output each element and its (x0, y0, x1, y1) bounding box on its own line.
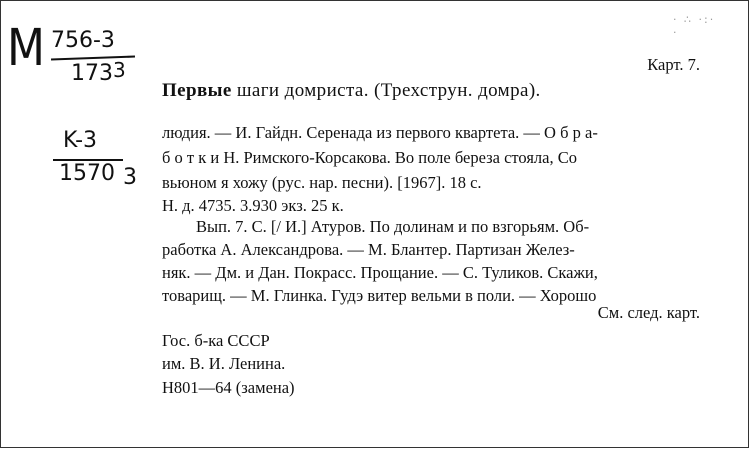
card-title-bold: Первые (162, 80, 232, 101)
body-line: вьюном я хожу (рус. нар. песни). [1967]. 18 с. (162, 173, 482, 192)
body-line: Вып. 7. С. [/ И.] Атуров. По долинам и по взгорьям. Об- (196, 217, 590, 236)
shelfmark-primary-top: 756-3 (51, 28, 115, 53)
card-title-rest: шаги домриста. (Трехструн. домра). (231, 80, 541, 101)
shelfmark-secondary-top: K-3 (63, 128, 98, 153)
shelfmark-secondary-superscript: 3 (123, 165, 137, 190)
library-line: Гос. б-ка СССР (162, 331, 270, 350)
shelfmark-primary-letter: M (7, 19, 45, 78)
body-line: работка А. Александрова. — М. Блантер. Партизан Желез- (162, 240, 575, 259)
see-next-card: См. след. карт. (597, 303, 700, 322)
shelfmark-primary-bottom: 173 (71, 61, 113, 86)
body-line: людия. — И. Гайдн. Серенада из первого квартета. — О б р а- (162, 123, 598, 142)
body-line: няк. — Дм. и Дан. Покрасс. Прощание. — С. Туликов. Скажи, (162, 263, 598, 282)
stamp-smudge: · ∴ ·:· · (673, 13, 716, 39)
card-title (162, 80, 541, 102)
shelfmark-secondary-bottom: 1570 (59, 161, 115, 186)
library-line: им. В. И. Ленина. (162, 354, 286, 373)
library-line: Н801—64 (замена) (162, 378, 295, 397)
body-line: Н. д. 4735. 3.930 экз. 25 к. (162, 196, 344, 215)
body-line: б о т к и Н. Римского-Корсакова. Во поле береза стояла, Со (162, 148, 577, 167)
shelfmark-primary-superscript: 3 (113, 58, 126, 82)
body-line: товарищ. — М. Глинка. Гудэ витер вельми в поли. — Хорошо (162, 286, 597, 305)
card-number: Карт. 7. (647, 55, 700, 74)
